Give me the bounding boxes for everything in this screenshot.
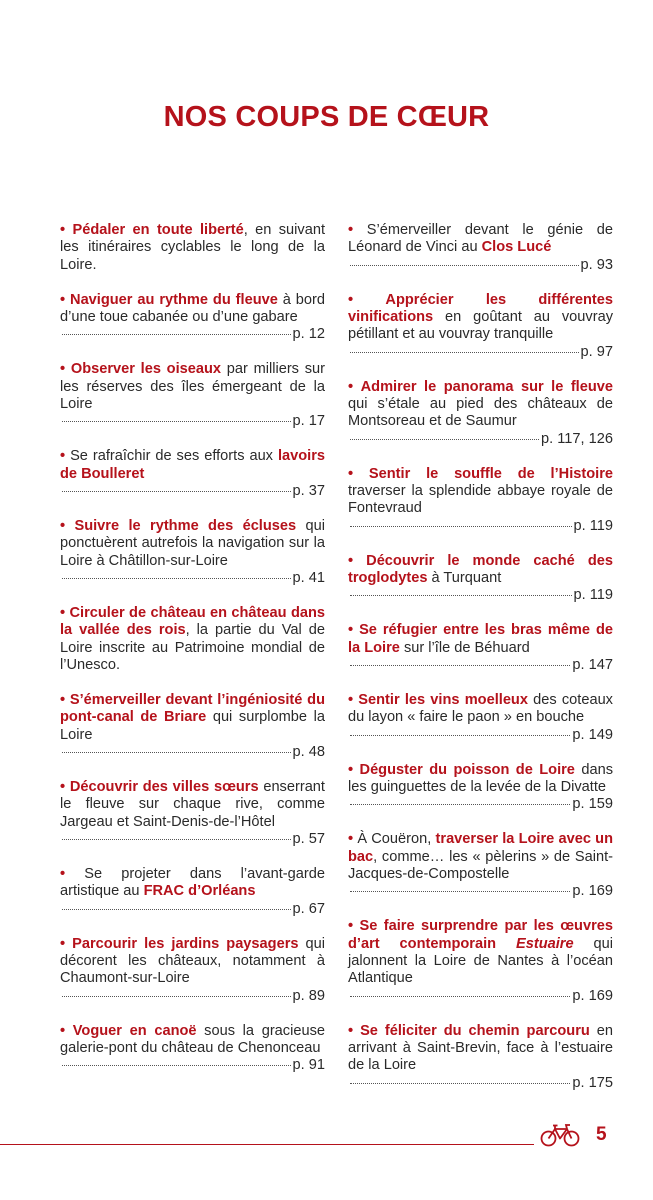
bullet-icon: •	[60, 448, 66, 465]
entry-7	[60, 692, 325, 761]
entry-highlight: Se féliciter du chemin parcouru	[360, 1022, 590, 1039]
entry-6	[60, 605, 325, 674]
bullet-icon: •	[348, 291, 354, 308]
entry-text: qui s’étale au pied des châteaux de Montsoreau et de Saumur	[348, 395, 613, 430]
entry-text: des coteaux du layon « faire le paon » en bouche	[348, 692, 613, 726]
entry-20	[348, 831, 613, 900]
bullet-icon: •	[60, 518, 66, 535]
bullet-icon: •	[348, 378, 354, 395]
bullet-icon: •	[60, 1022, 66, 1039]
entry-highlight: Voguer en canoë	[72, 1022, 197, 1039]
entry-highlight: Sentir les vins moelleux	[358, 692, 528, 709]
page-reference: p. 12	[292, 326, 325, 343]
entry-highlight: Se faire surprendre par les œuvres d’art contemporain	[348, 918, 613, 952]
bullet-icon: •	[348, 222, 354, 238]
entry-text: Se projeter dans l’avant-garde artistique au	[60, 865, 325, 900]
entry-highlight: Découvrir des villes sœurs	[69, 779, 259, 795]
page-reference: p. 57	[292, 830, 325, 847]
entry-highlight: Observer les oiseaux	[70, 361, 222, 378]
entry-highlight: S’émerveiller devant l’ingéniosité du pont-canal de Briare	[60, 692, 325, 726]
entry-highlight: lavoirs de Boulleret	[60, 448, 325, 482]
bullet-icon: •	[348, 1022, 354, 1039]
dot-leader	[62, 752, 291, 753]
entry-12	[348, 222, 613, 274]
dot-leader	[62, 1065, 291, 1066]
dot-leader	[350, 526, 572, 527]
entry-highlight: Déguster du poisson de Loire	[359, 761, 575, 778]
bullet-icon: •	[60, 935, 66, 952]
bullet-icon: •	[60, 692, 66, 709]
bullet-icon: •	[348, 761, 354, 778]
page-reference: p. 169	[572, 883, 613, 900]
entry-text: enserrant le fleuve sur chaque rive, comme Jargeau et Saint-Denis-de-l’Hôtel	[60, 779, 325, 830]
right-column	[348, 222, 613, 1110]
dot-leader	[350, 1083, 570, 1084]
bullet-icon: •	[60, 865, 66, 882]
entry-text: par milliers sur les réserves des îles émergeant de la Loire	[60, 361, 325, 412]
page-reference: p. 149	[572, 726, 613, 743]
entry-text: , en suivant les itinéraires cyclables le long de la Loire.	[60, 222, 326, 273]
entry-highlight: Apprécier les différentes vinifications	[348, 291, 613, 325]
entry-highlight: Se réfugier entre les bras même de la Loire	[348, 622, 614, 656]
entry-2	[60, 292, 325, 344]
entry-text: qui ponctuèrent autrefois la navigation sur la Loire à Châtillon-sur-Loire	[60, 518, 325, 569]
page-number: 5	[596, 1124, 607, 1145]
entry-8	[60, 779, 325, 848]
entry-text: qui surplombe la Loire	[60, 709, 326, 743]
footer-rule	[0, 1144, 534, 1145]
entry-text: à Turquant	[427, 569, 502, 586]
dot-leader	[62, 839, 291, 840]
bullet-icon: •	[348, 622, 354, 639]
entry-text: sur l’île de Béhuard	[399, 639, 530, 656]
entry-18	[348, 692, 613, 744]
dot-leader	[350, 352, 579, 353]
entry-highlight: Parcourir les jardins paysagers	[72, 935, 299, 952]
entry-3	[60, 361, 325, 430]
entry-11	[60, 1023, 325, 1075]
dot-leader	[350, 665, 570, 666]
bullet-icon: •	[60, 361, 66, 378]
page-reference: p. 169	[572, 987, 613, 1004]
page-reference: p. 37	[292, 482, 325, 499]
dot-leader	[62, 909, 291, 910]
page-reference: p. 67	[292, 900, 325, 917]
page-reference: p. 147	[572, 656, 613, 673]
page-reference: p. 17	[292, 413, 325, 430]
page-reference: p. 159	[572, 796, 613, 813]
dot-leader	[350, 595, 572, 596]
entry-5	[60, 518, 325, 587]
entry-highlight: Suivre le rythme des écluses	[74, 518, 297, 535]
bullet-icon: •	[348, 465, 354, 482]
page-reference: p. 89	[292, 987, 325, 1004]
bullet-icon: •	[348, 692, 354, 709]
entry-text: , comme… les « pèlerins » de Saint-Jacques-de-Compostelle	[348, 848, 613, 882]
page-reference: p. 41	[292, 569, 325, 586]
page-title: NOS COUPS DE CŒUR	[163, 101, 490, 133]
page-reference: p. 91	[292, 1057, 325, 1074]
left-column	[60, 222, 325, 1092]
entry-text: Se rafraîchir de ses efforts aux	[70, 448, 278, 465]
entry-text: traverser la splendide abbaye royale de Fontevraud	[348, 482, 613, 517]
page-reference: p. 117, 126	[541, 430, 613, 447]
entry-highlight: Admirer le panorama sur le fleuve	[360, 378, 613, 395]
bullet-icon: •	[60, 779, 66, 795]
dot-leader	[350, 735, 570, 736]
entry-text: en goûtant au vouvray pétillant et au vouvray tranquille	[348, 308, 613, 343]
bullet-icon: •	[348, 831, 354, 848]
dot-leader	[350, 265, 579, 266]
entry-22	[348, 1023, 613, 1092]
entry-text: qui décorent les châteaux, notamment à Chaumont-sur-Loire	[60, 935, 326, 987]
entry-text: S’émerveiller devant le génie de Léonard de Vinci au	[348, 222, 613, 256]
dot-leader	[350, 439, 539, 440]
bullet-icon: •	[60, 222, 66, 238]
entry-13	[348, 292, 613, 361]
entry-highlight: Découvrir le monde caché des troglodytes	[348, 552, 613, 586]
page-reference: p. 97	[580, 343, 613, 360]
entry-text: À Couëron,	[357, 831, 436, 848]
entry-text: en arrivant à Saint-Brevin, face à l’estuaire de la Loire	[348, 1022, 613, 1074]
entry-highlight: FRAC d’Orléans	[143, 883, 256, 900]
entry-text: à bord d’une toue cabanée ou d’une gabare	[60, 291, 325, 325]
dot-leader	[350, 804, 570, 805]
page-reference: p. 119	[573, 587, 613, 604]
entry-text: sous la gracieuse galerie-pont du château de Chenonceau	[60, 1022, 325, 1056]
bicycle-icon	[540, 1122, 580, 1148]
page-reference: p. 175	[572, 1074, 613, 1091]
entry-1	[60, 222, 325, 274]
entry-21	[348, 918, 613, 1004]
entry-highlight: traverser la Loire avec un bac	[348, 831, 613, 865]
entry-highlight: Sentir le souffle de l’Histoire	[368, 465, 613, 482]
dot-leader	[350, 996, 570, 997]
bullet-icon: •	[60, 291, 66, 308]
entry-italic-highlight: Estuaire	[516, 935, 574, 952]
dot-leader	[62, 491, 291, 492]
entry-highlight: Naviguer au rythme du fleuve	[70, 291, 278, 308]
dot-leader	[350, 891, 570, 892]
bullet-icon: •	[348, 918, 354, 935]
entry-4	[60, 448, 325, 500]
entry-text: , la partie du Val de Loire inscrite au Patrimoine mondial de l’Unesco.	[60, 622, 325, 673]
entry-highlight: Pédaler en toute liberté	[72, 222, 244, 238]
entry-14	[348, 379, 613, 448]
dot-leader	[62, 421, 291, 422]
entry-9	[60, 866, 325, 918]
page-reference: p. 48	[292, 743, 325, 760]
dot-leader	[62, 996, 291, 997]
entry-highlight: Clos Lucé	[481, 239, 552, 256]
dot-leader	[62, 578, 291, 579]
dot-leader	[62, 334, 291, 335]
entry-16	[348, 553, 613, 605]
entry-17	[348, 622, 613, 674]
entry-19	[348, 762, 613, 814]
entry-text: dans les guinguettes de la levée de la Divatte	[348, 761, 613, 795]
bullet-icon: •	[60, 605, 66, 622]
bullet-icon: •	[348, 552, 354, 569]
entry-10	[60, 936, 325, 1005]
page-reference: p. 119	[573, 517, 613, 534]
entry-text: qui jalonnent la Loire de Nantes à l’océan Atlantique	[348, 935, 614, 987]
page-reference: p. 93	[580, 256, 613, 273]
entry-15	[348, 466, 613, 535]
entry-highlight: Circuler de château en château dans la vallée des rois	[60, 605, 325, 639]
